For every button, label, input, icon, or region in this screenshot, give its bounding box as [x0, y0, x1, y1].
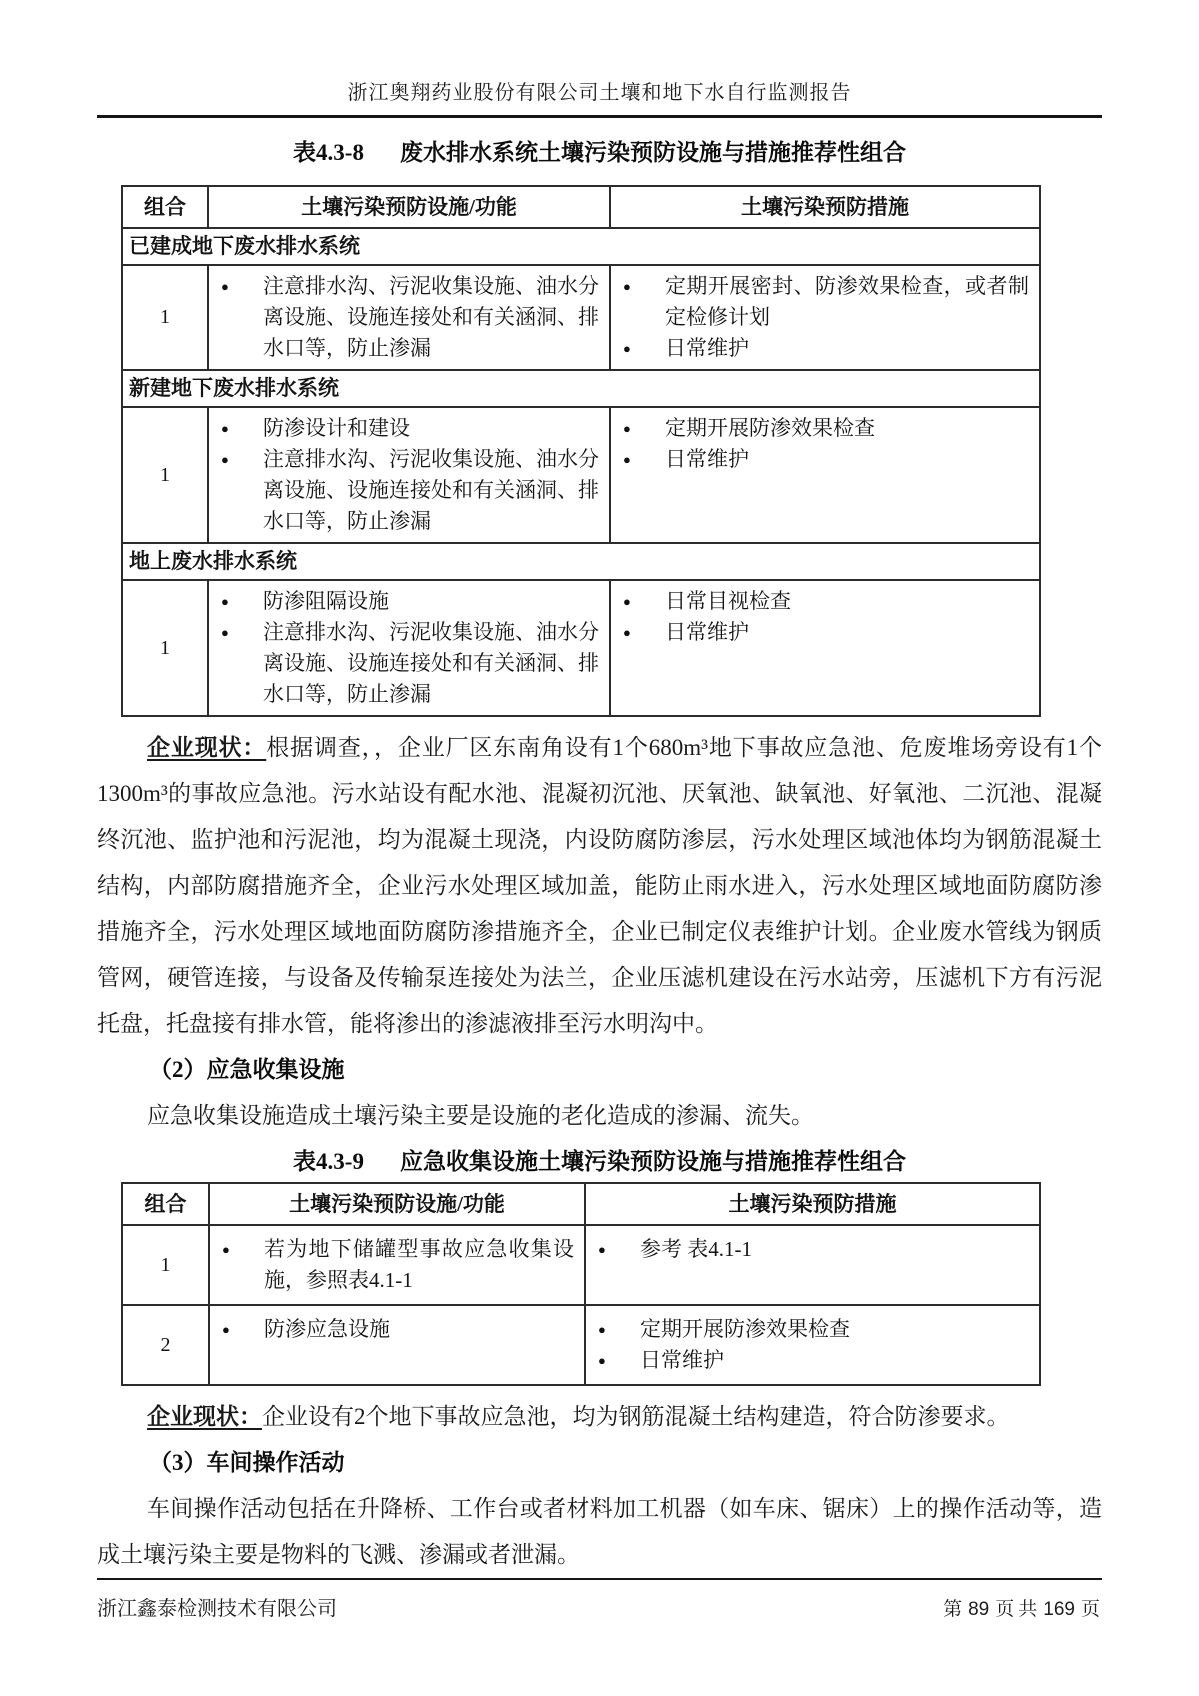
bullet-text: 日常维护 — [665, 620, 749, 644]
footer-company: 浙江鑫泰检测技术有限公司 — [97, 1598, 337, 1620]
table2-col-measure-header: 土壤污染预防措施 — [585, 1183, 1040, 1225]
bullet-text: 定期开展密封、防渗效果检查，或者制定检修计划 — [665, 274, 1029, 329]
measure-cell — [610, 407, 1040, 543]
bullet-icon: ● — [598, 1353, 606, 1368]
bullet-item — [586, 1314, 1035, 1345]
bullet-icon: ● — [623, 625, 631, 640]
bullet-item — [611, 413, 1035, 444]
bullet-icon: ● — [623, 341, 631, 356]
paragraph-workshop: 车间操作活动包括在升降桥、工作台或者材料加工机器（如车床、锯床）上的操作活动等，造成土壤污染主要是物料的飞溅、渗漏或者泄漏。 — [97, 1496, 1102, 1567]
table1-section3-title: 地上废水排水系统 — [122, 543, 1040, 580]
bullet-text: 若为地下储罐型事故应急收集设施，参照表4.1-1 — [264, 1237, 574, 1292]
table1-section2-row — [122, 370, 1040, 407]
bullet-icon: ● — [623, 594, 631, 609]
table2-row-2 — [122, 1305, 1040, 1385]
bullet-icon: ● — [222, 1322, 230, 1337]
table1-col-facility-header: 土壤污染预防设施/功能 — [208, 186, 610, 228]
measure-cell — [585, 1225, 1040, 1305]
table2-col-combo-header: 组合 — [122, 1183, 209, 1225]
facility-cell — [209, 1305, 585, 1385]
page-label-prefix: 第 — [943, 1599, 963, 1620]
table2-caption-number: 表4.3-9 — [293, 1149, 364, 1174]
bullet-icon: ● — [221, 594, 229, 609]
bullet-icon: ● — [221, 421, 229, 436]
bullet-icon: ● — [221, 625, 229, 640]
table1-caption-title: 废水排水系统土壤污染预防设施与措施推荐性组合 — [399, 140, 906, 165]
page-header — [97, 0, 1102, 118]
bullet-text: 日常目视检查 — [665, 589, 791, 613]
bullet-item — [611, 271, 1035, 333]
table1-section1-data-row — [122, 265, 1040, 370]
table1-caption-number: 表4.3-8 — [293, 140, 364, 165]
table1-col-measure-header: 土壤污染预防措施 — [610, 186, 1040, 228]
table1-section2-data-row — [122, 407, 1040, 543]
facility-cell — [208, 580, 610, 716]
page-label-conj: 共 — [1018, 1599, 1038, 1620]
combo-cell: 2 — [122, 1305, 209, 1385]
bullet-item — [611, 444, 1035, 475]
status-paragraph-2 — [97, 1394, 1102, 1440]
table1-caption — [97, 134, 1102, 167]
section-heading-2: （2）应急收集设施 — [149, 1057, 345, 1082]
measure-cell — [585, 1305, 1040, 1385]
status2-label: 企业现状： — [147, 1404, 262, 1429]
bullet-item — [586, 1234, 1035, 1265]
bullet-icon: ● — [221, 279, 229, 294]
table1-section1-row — [122, 228, 1040, 265]
measure-cell — [610, 265, 1040, 370]
bullet-icon: ● — [221, 452, 229, 467]
page-label-unit2: 页 — [1080, 1599, 1100, 1620]
status-paragraph-1 — [97, 725, 1102, 1047]
bullet-icon: ● — [623, 421, 631, 436]
table1-section3-row — [122, 543, 1040, 580]
bullet-item — [210, 1234, 580, 1296]
table1-section1-title: 已建成地下废水排水系统 — [122, 228, 1040, 265]
footer-page-info — [941, 1594, 1102, 1621]
table2-caption — [97, 1143, 1102, 1176]
facility-cell — [209, 1225, 585, 1305]
section-heading-3: （3）车间操作活动 — [149, 1450, 345, 1475]
combo-cell: 1 — [122, 265, 208, 370]
bullet-icon: ● — [623, 279, 631, 294]
table-4-3-8 — [121, 185, 1041, 717]
bullet-item — [210, 1314, 580, 1345]
bullet-text: 定期开展防渗效果检查 — [640, 1317, 850, 1341]
bullet-icon: ● — [598, 1242, 606, 1257]
bullet-text: 防渗应急设施 — [264, 1317, 390, 1341]
table2-caption-title: 应急收集设施土壤污染预防设施与措施推荐性组合 — [399, 1149, 906, 1174]
bullet-text: 防渗设计和建设 — [263, 416, 410, 440]
table2-col-facility-header: 土壤污染预防设施/功能 — [209, 1183, 585, 1225]
bullet-text: 注意排水沟、污泥收集设施、油水分离设施、设施连接处和有关涵洞、排水口等，防止渗漏 — [263, 620, 599, 706]
bullet-item — [209, 271, 605, 364]
bullet-text: 防渗阻隔设施 — [263, 589, 389, 613]
content-area — [97, 134, 1102, 1578]
table-4-3-9 — [121, 1182, 1041, 1386]
table1-col-combo-header: 组合 — [122, 186, 208, 228]
page-label-unit1: 页 — [995, 1599, 1015, 1620]
facility-cell — [208, 407, 610, 543]
combo-cell: 1 — [122, 580, 208, 716]
table1-section3-data-row — [122, 580, 1040, 716]
status1-text: 根据调查，，企业厂区东南角设有1个680m³地下事故应急池、危废堆场旁设有1个1300m³的事故应急池。污水站设有配水池、混凝初沉池、厌氧池、缺氧池、好氧池、二沉池、混凝终沉池、监护池和污泥池，均为混凝土现浇，内设防腐防渗层，污水处理区域池体均为钢筋混凝土结构，内部防腐措施齐全，企业污水处理区域加盖，能防止雨水进入，污水处理区域地面防腐防渗措施齐全，污水处理区域地面防腐防渗措施齐全，企业已制定仪表维护计划。企业废水管线为钢质管网，硬管连接，与设备及传输泵连接处为法兰，企业压滤机建设在污水站旁，压滤机下方有污泥托盘，托盘接有排水管，能将渗出的渗滤液排至污水明沟中。 — [97, 735, 1102, 1036]
status1-label: 企业现状： — [147, 735, 267, 760]
bullet-item — [611, 617, 1035, 648]
total-page-number: 169 — [1043, 1599, 1075, 1620]
measure-cell — [610, 580, 1040, 716]
status2-text: 企业设有2个地下事故应急池，均为钢筋混凝土结构建造，符合防渗要求。 — [262, 1404, 1010, 1429]
table1-header-row — [122, 186, 1040, 228]
bullet-text: 参考 表4.1-1 — [640, 1237, 752, 1261]
bullet-text: 定期开展防渗效果检查 — [665, 416, 875, 440]
bullet-item — [209, 586, 605, 617]
bullet-icon: ● — [222, 1242, 230, 1257]
bullet-text: 注意排水沟、污泥收集设施、油水分离设施、设施连接处和有关涵洞、排水口等，防止渗漏 — [263, 274, 599, 360]
bullet-item — [586, 1345, 1035, 1376]
facility-cell — [208, 265, 610, 370]
bullet-item — [611, 586, 1035, 617]
bullet-item — [611, 333, 1035, 364]
header-title: 浙江奥翔药业股份有限公司土壤和地下水自行监测报告 — [347, 82, 852, 104]
paragraph-emergency-intro: 应急收集设施造成土壤污染主要是设施的老化造成的渗漏、流失。 — [147, 1103, 814, 1128]
table2-header-row — [122, 1183, 1040, 1225]
combo-cell: 1 — [122, 1225, 209, 1305]
table1-section2-title: 新建地下废水排水系统 — [122, 370, 1040, 407]
table2-row-1 — [122, 1225, 1040, 1305]
bullet-text: 日常维护 — [640, 1348, 724, 1372]
combo-cell: 1 — [122, 407, 208, 543]
bullet-item — [209, 413, 605, 444]
bullet-icon: ● — [598, 1322, 606, 1337]
bullet-item — [209, 617, 605, 710]
page-footer — [97, 1578, 1102, 1621]
bullet-text: 日常维护 — [665, 447, 749, 471]
current-page-number: 89 — [968, 1599, 990, 1620]
bullet-text: 注意排水沟、污泥收集设施、油水分离设施、设施连接处和有关涵洞、排水口等，防止渗漏 — [263, 447, 599, 533]
bullet-icon: ● — [623, 452, 631, 467]
bullet-text: 日常维护 — [665, 336, 749, 360]
bullet-item — [209, 444, 605, 537]
